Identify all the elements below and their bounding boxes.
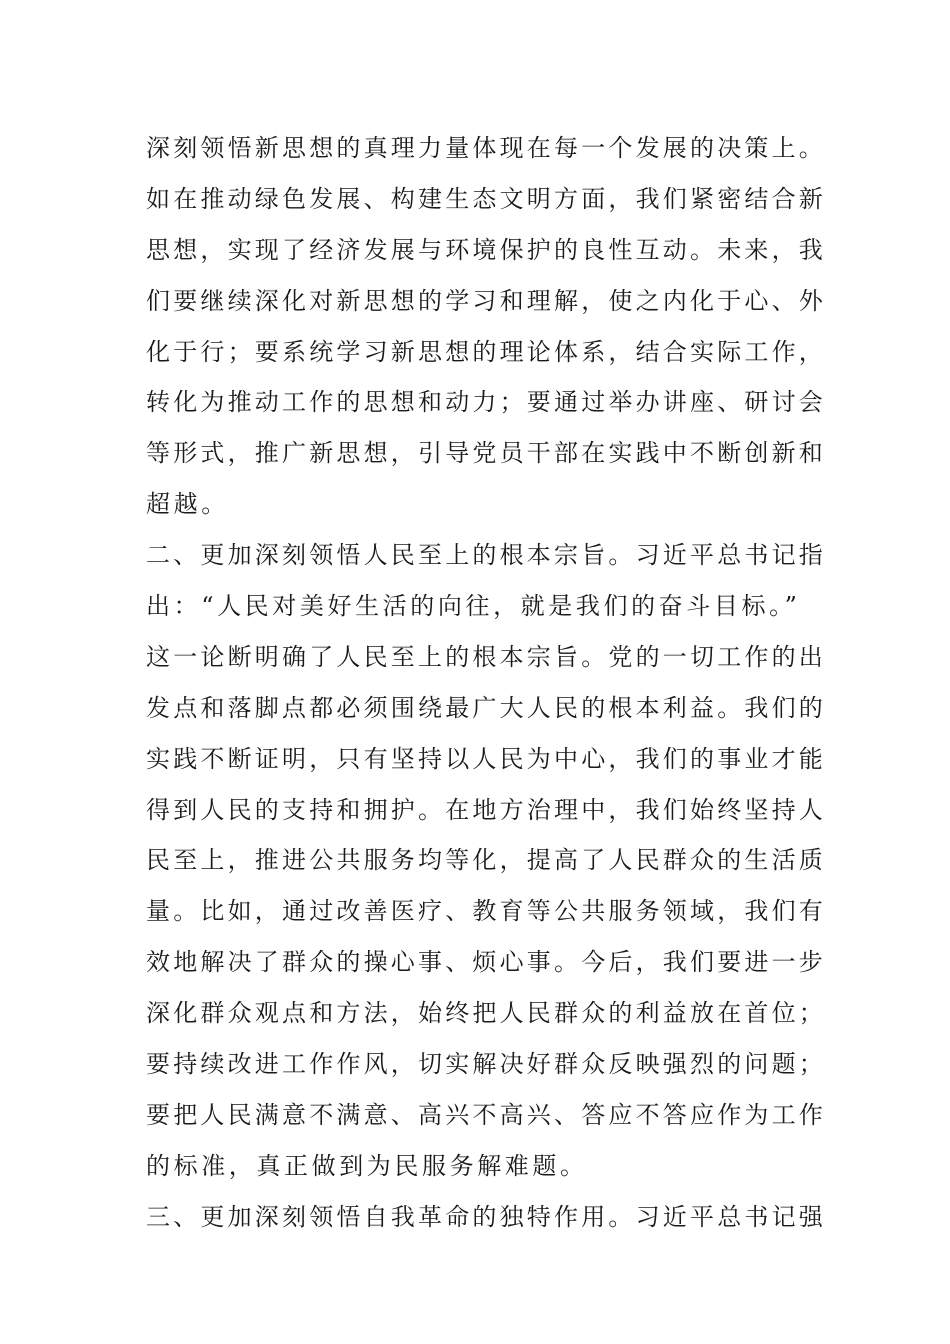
text-line: 实践不断证明，只有坚持以人民为中心，我们的事业才能 bbox=[146, 744, 826, 773]
text-line: 化于行；要系统学习新思想的理论体系，结合实际工作， bbox=[146, 337, 826, 366]
text-line: 超越。 bbox=[146, 490, 229, 519]
text-line: 转化为推动工作的思想和动力；要通过举办讲座、研讨会 bbox=[146, 388, 826, 417]
text-line: 思想，实现了经济发展与环境保护的良性互动。未来，我 bbox=[146, 235, 826, 264]
text-line: 要持续改进工作作风，切实解决好群众反映强烈的问题； bbox=[146, 1050, 826, 1079]
text-line: 深刻领悟新思想的真理力量体现在每一个发展的决策上。 bbox=[146, 134, 826, 162]
text-line: 民至上，推进公共服务均等化，提高了人民群众的生活质 bbox=[146, 846, 826, 875]
text-line: 量。比如，通过改善医疗、教育等公共服务领域，我们有 bbox=[146, 897, 826, 926]
text-line: 得到人民的支持和拥护。在地方治理中，我们始终坚持人 bbox=[146, 795, 826, 824]
text-line: 要把人民满意不满意、高兴不高兴、答应不答应作为工作 bbox=[146, 1100, 826, 1129]
text-line: 等形式，推广新思想，引导党员干部在实践中不断创新和 bbox=[146, 439, 826, 468]
text-line: 这一论断明确了人民至上的根本宗旨。党的一切工作的出 bbox=[146, 642, 826, 671]
text-line: 出：“人民对美好生活的向往，就是我们的奋斗目标。” bbox=[146, 592, 801, 621]
text-line: 发点和落脚点都必须围绕最广大人民的根本利益。我们的 bbox=[146, 693, 826, 722]
text-line: 如在推动绿色发展、构建生态文明方面，我们紧密结合新 bbox=[146, 184, 826, 213]
body-text bbox=[146, 123, 826, 1243]
section-heading-line: 三、更加深刻领悟自我革命的独特作用。习近平总书记强 bbox=[146, 1202, 826, 1231]
text-line: 们要继续深化对新思想的学习和理解，使之内化于心、外 bbox=[146, 286, 826, 315]
text-line: 效地解决了群众的操心事、烦心事。今后，我们要进一步 bbox=[146, 948, 826, 977]
text-line: 深化群众观点和方法，始终把人民群众的利益放在首位； bbox=[146, 999, 826, 1028]
section-heading-line: 二、更加深刻领悟人民至上的根本宗旨。习近平总书记指 bbox=[146, 541, 826, 570]
text-line: 的标准，真正做到为民服务解难题。 bbox=[146, 1151, 588, 1180]
